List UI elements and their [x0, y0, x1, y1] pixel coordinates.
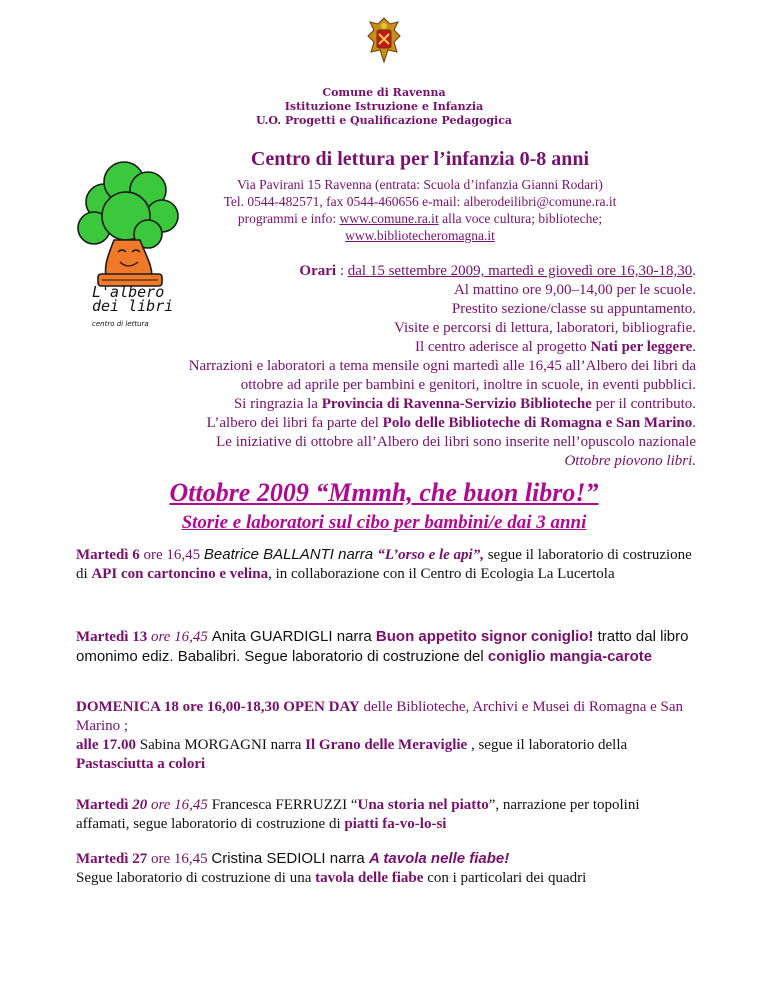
crest-icon [364, 16, 404, 64]
logo-tagline: centro di lettura [92, 320, 149, 328]
logo-wordmark: L'albero dei libri [92, 283, 174, 315]
info-thanks: Si ringrazia la Provincia di Ravenna-Servizio Biblioteche per il contributo. [233, 396, 696, 412]
info-polo: L’albero dei libri fa parte del Polo delle Biblioteche di Romagna e San Marino. [206, 415, 696, 431]
header-department: Istituzione Istruzione e Infanzia [284, 100, 484, 113]
info-booklet-title: Ottobre piovono libri. [564, 453, 696, 469]
info-visits: Visite e percorsi di lettura, laboratori, bibliografie. [394, 320, 696, 336]
info-project: Il centro aderisce al progetto Nati per leggere. [414, 339, 696, 355]
header-institution: Comune di Ravenna [322, 86, 446, 99]
event-18: DOMENICA 18 ore 16,00-18,30 OPEN DAY delle Biblioteche, Archivi e Musei di Romagna e San Marino ; alle 17.00 Sabina MORGAGNI narra Il Grano delle Meraviglie , segue il laboratorio della Pastasciutta a colori [76, 699, 684, 772]
info-booklet: Le iniziative di ottobre all’Albero dei libri sono inserite nell’opuscolo nazionale [216, 434, 696, 450]
comune-link[interactable]: www.comune.ra.it [339, 211, 439, 226]
sub-title: Storie e laboratori sul cibo per bambini/e dai 3 anni [181, 512, 587, 533]
info-narrations-2: ottobre ad aprile per bambini e genitori, inoltre in scuole, in eventi pubblici. [240, 377, 696, 393]
event-27: Martedì 27 ore 16,45 Cristina SEDIOLI narra A tavola nelle fiabe! Segue laboratorio di costruzione di una tavola delle fiabe con i particolari dei quadri [76, 850, 587, 886]
center-address: Via Pavirani 15 Ravenna (entrata: Scuola d’infanzia Gianni Rodari) [237, 177, 603, 192]
info-loan: Prestito sezione/classe su appuntamento. [451, 301, 696, 317]
info-morning: Al mattino ore 9,00–14,00 per le scuole. [453, 282, 696, 298]
center-contacts: Tel. 0544-482571, fax 0544-460656 e-mail: alberodeilibri@comune.ra.it [223, 194, 617, 209]
event-6: Martedì 6 ore 16,45 Beatrice BALLANTI narra “L’orso e le api”, segue il laboratorio di costruzione di API con cartoncino e velina, in collaborazione con il Centro di Ecologia La Lucertola [76, 546, 692, 582]
event-20: Martedì 20 ore 16,45 Francesca FERRUZZI “Una storia nel piatto”, narrazione per topolini affamati, segue laboratorio di costruzione di piatti fa-vo-lo-si [76, 797, 640, 832]
center-info-line: programmi e info: www.comune.ra.it alla voce cultura; biblioteche; [237, 211, 603, 226]
event-13: Martedì 13 ore 16,45 Anita GUARDIGLI narra Buon appetito signor coniglio! tratto dal libro omonimo ediz. Babalibri. Segue laboratorio di costruzione del coniglio mangia-carote [76, 628, 689, 665]
main-title: Ottobre 2009 “Mmmh, che buon libro!” [169, 478, 599, 507]
biblioteche-link[interactable]: www.bibliotecheromagna.it [345, 228, 495, 243]
info-narrations-1: Narrazioni e laboratori a tema mensile ogni martedì alle 16,45 all’Albero dei libri da [188, 358, 696, 374]
center-title: Centro di lettura per l’infanzia 0-8 anni [250, 148, 590, 170]
header-unit: U.O. Progetti e Qualificazione Pedagogica [255, 114, 513, 127]
orari-line: Orari : dal 15 settembre 2009, martedì e giovedì ore 16,30-18,30. [299, 263, 696, 279]
